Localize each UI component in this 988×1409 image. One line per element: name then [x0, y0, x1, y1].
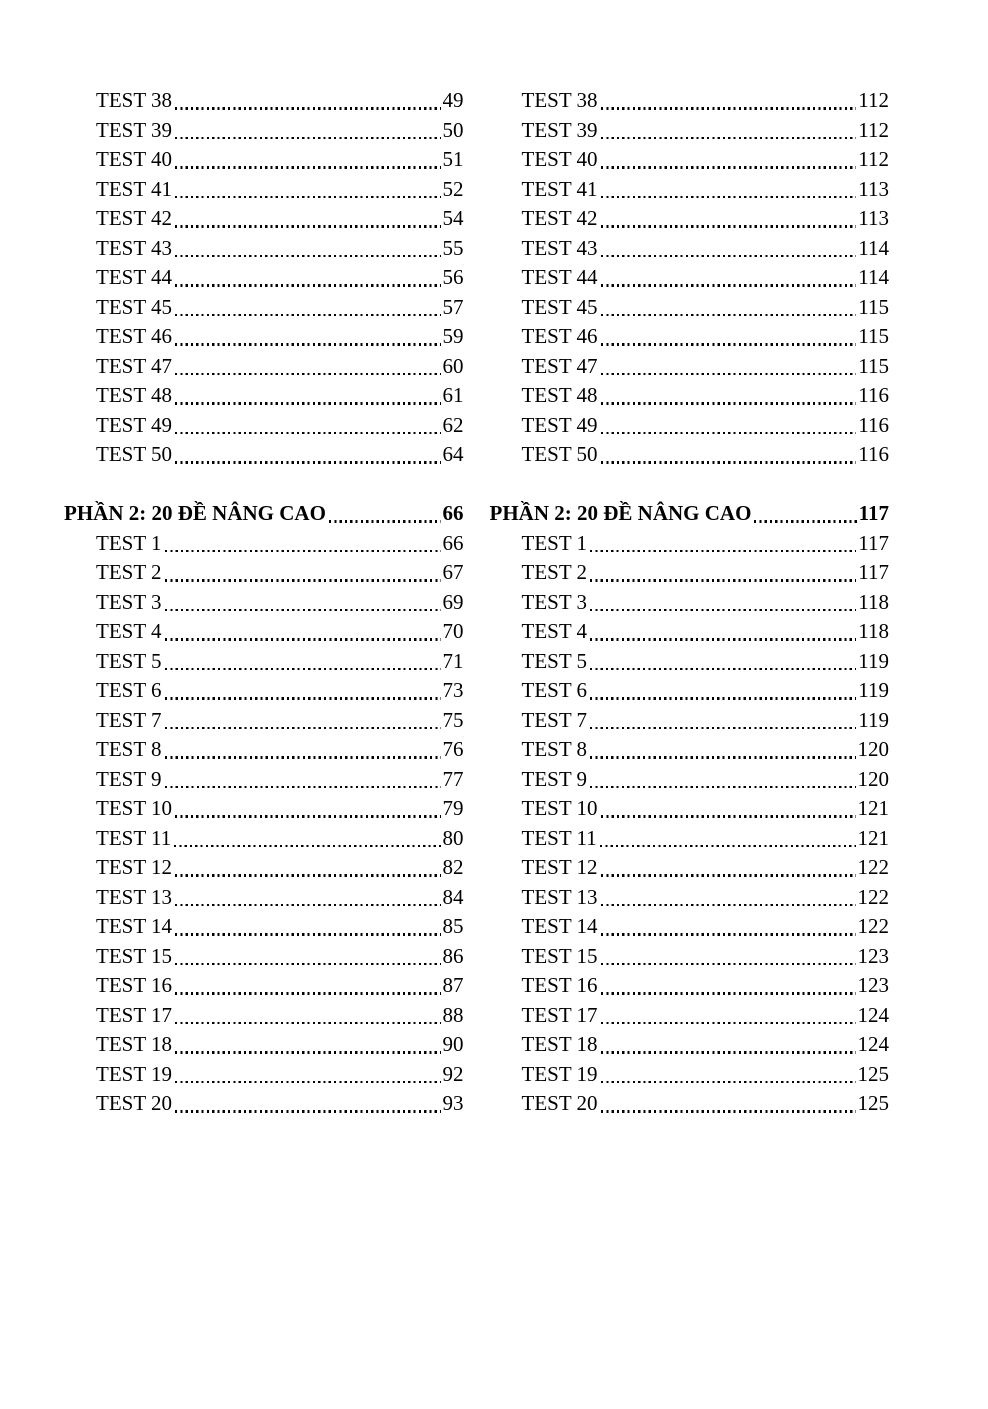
- toc-entry-label: TEST 39: [521, 117, 598, 142]
- toc-entry-page-number: 116: [858, 442, 889, 466]
- dot-leader: [590, 558, 856, 588]
- toc-entry-row: [490, 116, 890, 146]
- toc-section-row: [490, 499, 890, 529]
- toc-entry-label: TEST 14: [96, 914, 173, 938]
- dot-leader: [601, 942, 856, 972]
- toc-entry-label: TEST 10: [521, 796, 598, 820]
- toc-entry-page-number: 121: [857, 825, 889, 850]
- dot-leader: [175, 116, 440, 146]
- toc-entry-page-number: 56: [442, 265, 464, 289]
- toc-entry-row: [490, 1060, 890, 1090]
- toc-entry-label: TEST 2: [96, 560, 162, 584]
- toc-entry-page-number: 121: [857, 796, 889, 820]
- toc-entry-page-number: 64: [442, 442, 464, 466]
- toc-entry-row: [64, 706, 464, 736]
- dot-leader: [590, 735, 855, 765]
- toc-entry-row: [64, 794, 464, 824]
- toc-entry-page-number: 73: [442, 678, 464, 702]
- toc: [64, 86, 889, 1119]
- toc-entry-row: [490, 912, 890, 942]
- toc-entry-label: TEST 50: [96, 442, 173, 466]
- dot-leader: [590, 529, 856, 559]
- toc-entry-label: TEST 3: [521, 589, 588, 614]
- dot-leader: [175, 204, 440, 234]
- toc-entry-row: [64, 293, 464, 323]
- toc-section-label: PHẦN 2: 20 ĐỀ NÂNG CAO: [489, 501, 752, 525]
- toc-entry-row: [64, 942, 464, 972]
- toc-entry-row: [64, 116, 464, 146]
- toc-entry-label: TEST 43: [96, 235, 173, 260]
- dot-leader: [601, 204, 857, 234]
- toc-entry-page-number: 82: [442, 855, 464, 879]
- dot-leader: [590, 765, 855, 795]
- toc-entry-row: [490, 794, 890, 824]
- toc-entry-row: [64, 381, 464, 411]
- toc-entry-row: [490, 617, 890, 647]
- toc-entry-page-number: 87: [442, 973, 464, 997]
- toc-entry-page-number: 50: [442, 117, 464, 142]
- toc-entry-page-number: 54: [442, 206, 464, 230]
- toc-entry-row: [64, 912, 464, 942]
- toc-column-left: [64, 86, 464, 1119]
- toc-entry-row: [490, 706, 890, 736]
- dot-leader: [175, 1001, 440, 1031]
- dot-leader: [165, 617, 441, 647]
- toc-column-right: [490, 86, 890, 1119]
- toc-entry-row: [490, 647, 890, 677]
- dot-leader: [590, 617, 856, 647]
- toc-entry-page-number: 116: [858, 412, 889, 437]
- toc-entry-row: [64, 735, 464, 765]
- dot-leader: [601, 175, 857, 205]
- toc-entry-row: [490, 853, 890, 883]
- toc-entry-label: TEST 5: [96, 648, 162, 673]
- toc-entry-label: TEST 41: [521, 176, 598, 201]
- toc-entry-row: [64, 1089, 464, 1119]
- toc-entry-label: TEST 38: [521, 88, 598, 112]
- toc-entry-label: TEST 44: [96, 265, 173, 289]
- toc-entry-page-number: 117: [858, 560, 889, 584]
- toc-entry-row: [490, 1001, 890, 1031]
- toc-entry-row: [64, 145, 464, 175]
- toc-entry-label: TEST 46: [521, 324, 598, 348]
- toc-entry-row: [64, 204, 464, 234]
- toc-entry-label: TEST 4: [96, 619, 162, 643]
- toc-entry-row: [490, 588, 890, 618]
- toc-entry-row: [490, 204, 890, 234]
- dot-leader: [175, 381, 440, 411]
- toc-entry-page-number: 123: [857, 943, 889, 968]
- toc-entry-label: TEST 9: [521, 766, 588, 791]
- dot-leader: [175, 912, 440, 942]
- dot-leader: [601, 352, 857, 382]
- dot-leader: [175, 234, 440, 264]
- toc-entry-page-number: 120: [857, 766, 889, 791]
- toc-entry-label: TEST 13: [96, 884, 173, 909]
- toc-entry-label: TEST 49: [521, 412, 598, 437]
- dot-leader: [754, 499, 856, 529]
- toc-entry-page-number: 61: [442, 383, 464, 407]
- toc-entry-label: TEST 43: [521, 235, 598, 260]
- toc-entry-row: [64, 529, 464, 559]
- toc-entry-label: TEST 15: [96, 943, 173, 968]
- toc-entry-page-number: 119: [858, 648, 889, 673]
- toc-entry-page-number: 113: [858, 206, 889, 230]
- toc-entry-row: [64, 234, 464, 264]
- dot-leader: [601, 1060, 856, 1090]
- toc-entry-page-number: 116: [858, 383, 889, 407]
- toc-entry-label: TEST 17: [96, 1002, 173, 1027]
- toc-entry-page-number: 119: [858, 678, 889, 702]
- toc-entry-row: [490, 411, 890, 441]
- dot-leader: [601, 116, 857, 146]
- toc-entry-row: [490, 440, 890, 470]
- toc-entry-row: [64, 263, 464, 293]
- dot-leader: [601, 1030, 856, 1060]
- dot-leader: [175, 86, 440, 116]
- toc-entry-label: TEST 8: [96, 737, 162, 761]
- dot-leader: [165, 558, 441, 588]
- toc-entry-label: TEST 4: [521, 619, 588, 643]
- toc-entry-page-number: 125: [857, 1061, 889, 1086]
- toc-entry-row: [64, 352, 464, 382]
- dot-leader: [601, 794, 856, 824]
- dot-leader: [601, 263, 857, 293]
- toc-entry-row: [64, 617, 464, 647]
- dot-leader: [601, 912, 856, 942]
- toc-entry-page-number: 117: [858, 530, 889, 555]
- toc-entry-label: TEST 42: [521, 206, 598, 230]
- toc-entry-row: [64, 86, 464, 116]
- toc-entry-page-number: 120: [857, 737, 889, 761]
- toc-entry-label: TEST 45: [96, 294, 173, 319]
- toc-entry-row: [64, 765, 464, 795]
- toc-entry-label: TEST 11: [96, 825, 172, 850]
- dot-leader: [601, 853, 856, 883]
- dot-leader: [175, 263, 440, 293]
- toc-entry-page-number: 122: [857, 855, 889, 879]
- toc-entry-label: TEST 6: [96, 678, 162, 702]
- toc-entry-label: TEST 2: [521, 560, 588, 584]
- dot-leader: [175, 971, 440, 1001]
- toc-entry-page-number: 90: [442, 1032, 464, 1056]
- toc-entry-page-number: 122: [857, 884, 889, 909]
- toc-entry-label: TEST 39: [96, 117, 173, 142]
- dot-leader: [174, 824, 440, 854]
- toc-entry-row: [64, 824, 464, 854]
- toc-entry-row: [490, 175, 890, 205]
- toc-entry-label: TEST 20: [521, 1091, 598, 1115]
- toc-entry-row: [490, 293, 890, 323]
- dot-leader: [175, 853, 440, 883]
- dot-leader: [175, 1060, 440, 1090]
- toc-entry-label: TEST 3: [96, 589, 162, 614]
- toc-entry-label: TEST 49: [96, 412, 173, 437]
- toc-entry-page-number: 69: [442, 589, 464, 614]
- toc-entry-page-number: 57: [442, 294, 464, 319]
- toc-entry-page-number: 114: [858, 235, 889, 260]
- toc-entry-label: TEST 11: [521, 825, 597, 850]
- toc-entry-label: TEST 19: [96, 1061, 173, 1086]
- toc-entry-page-number: 92: [442, 1061, 464, 1086]
- dot-leader: [601, 145, 857, 175]
- dot-leader: [590, 588, 856, 618]
- toc-entry-row: [490, 1089, 890, 1119]
- toc-entry-page-number: 93: [442, 1091, 464, 1115]
- dot-leader: [175, 145, 440, 175]
- toc-entry-label: TEST 47: [521, 353, 598, 378]
- toc-entry-row: [490, 352, 890, 382]
- toc-entry-label: TEST 12: [521, 855, 598, 879]
- toc-entry-page-number: 124: [857, 1032, 889, 1056]
- toc-entry-label: TEST 40: [96, 147, 173, 171]
- toc-entry-label: TEST 8: [521, 737, 588, 761]
- toc-entry-row: [490, 824, 890, 854]
- toc-entry-page-number: 85: [442, 914, 464, 938]
- dot-leader: [601, 440, 857, 470]
- toc-section-label: PHẦN 2: 20 ĐỀ NÂNG CAO: [64, 501, 326, 525]
- toc-entry-label: TEST 12: [96, 855, 173, 879]
- toc-entry-row: [490, 381, 890, 411]
- toc-entry-label: TEST 16: [521, 973, 598, 997]
- dot-leader: [175, 1030, 440, 1060]
- toc-entry-page-number: 125: [857, 1091, 889, 1115]
- dot-leader: [601, 971, 856, 1001]
- toc-entry-row: [490, 1030, 890, 1060]
- toc-entry-page-number: 60: [442, 353, 464, 378]
- toc-entry-page-number: 67: [442, 560, 464, 584]
- toc-entry-page-number: 119: [858, 707, 889, 732]
- toc-entry-row: [64, 175, 464, 205]
- toc-entry-row: [490, 676, 890, 706]
- dot-leader: [165, 647, 441, 677]
- toc-entry-row: [64, 1060, 464, 1090]
- toc-entry-label: TEST 1: [96, 530, 162, 555]
- toc-entry-row: [64, 883, 464, 913]
- toc-entry-row: [490, 86, 890, 116]
- toc-entry-page-number: 79: [442, 796, 464, 820]
- toc-entry-page-number: 115: [858, 324, 889, 348]
- toc-entry-page-number: 123: [857, 973, 889, 997]
- dot-leader: [165, 706, 441, 736]
- toc-entry-page-number: 112: [858, 88, 889, 112]
- toc-entry-page-number: 118: [858, 589, 889, 614]
- toc-entry-row: [64, 1001, 464, 1031]
- dot-leader: [601, 883, 856, 913]
- toc-entry-label: TEST 48: [521, 383, 598, 407]
- toc-entry-row: [490, 322, 890, 352]
- toc-entry-page-number: 80: [442, 825, 464, 850]
- toc-entry-row: [64, 440, 464, 470]
- toc-entry-label: TEST 20: [96, 1091, 173, 1115]
- dot-leader: [175, 175, 440, 205]
- toc-entry-label: TEST 19: [521, 1061, 598, 1086]
- toc-entry-label: TEST 47: [96, 353, 173, 378]
- dot-leader: [590, 647, 856, 677]
- toc-entry-label: TEST 38: [96, 88, 173, 112]
- toc-entry-row: [490, 883, 890, 913]
- dot-leader: [600, 824, 856, 854]
- toc-entry-label: TEST 45: [521, 294, 598, 319]
- toc-section-page-number: 117: [858, 501, 889, 525]
- toc-entry-page-number: 59: [442, 324, 464, 348]
- toc-entry-label: TEST 44: [521, 265, 598, 289]
- toc-entry-label: TEST 6: [521, 678, 588, 702]
- toc-entry-page-number: 113: [858, 176, 889, 201]
- dot-leader: [175, 883, 440, 913]
- dot-leader: [165, 735, 441, 765]
- toc-entry-row: [64, 647, 464, 677]
- toc-entry-page-number: 88: [442, 1002, 464, 1027]
- toc-entry-page-number: 84: [442, 884, 464, 909]
- dot-leader: [175, 411, 440, 441]
- dot-leader: [165, 588, 441, 618]
- toc-entry-page-number: 112: [858, 117, 889, 142]
- toc-entry-label: TEST 18: [96, 1032, 173, 1056]
- toc-entry-row: [64, 588, 464, 618]
- dot-leader: [590, 706, 856, 736]
- dot-leader: [601, 381, 857, 411]
- dot-leader: [601, 1001, 856, 1031]
- toc-entry-page-number: 114: [858, 265, 889, 289]
- toc-entry-row: [490, 558, 890, 588]
- toc-entry-row: [490, 529, 890, 559]
- dot-leader: [329, 499, 441, 529]
- toc-entry-label: TEST 15: [521, 943, 598, 968]
- toc-entry-page-number: 118: [858, 619, 889, 643]
- toc-entry-row: [490, 971, 890, 1001]
- toc-entry-page-number: 122: [857, 914, 889, 938]
- toc-entry-label: TEST 7: [521, 707, 588, 732]
- toc-entry-label: TEST 16: [96, 973, 173, 997]
- toc-entry-label: TEST 9: [96, 766, 162, 791]
- toc-entry-label: TEST 41: [96, 176, 173, 201]
- toc-entry-page-number: 75: [442, 707, 464, 732]
- toc-entry-label: TEST 5: [521, 648, 588, 673]
- toc-entry-row: [490, 145, 890, 175]
- dot-leader: [175, 440, 440, 470]
- toc-entry-page-number: 115: [858, 294, 889, 319]
- dot-leader: [175, 794, 440, 824]
- toc-entry-row: [64, 322, 464, 352]
- toc-entry-page-number: 112: [858, 147, 889, 171]
- toc-entry-label: TEST 7: [96, 707, 162, 732]
- toc-entry-row: [64, 676, 464, 706]
- dot-leader: [165, 676, 441, 706]
- toc-entry-label: TEST 17: [521, 1002, 598, 1027]
- toc-entry-page-number: 70: [442, 619, 464, 643]
- toc-entry-row: [490, 765, 890, 795]
- dot-leader: [601, 293, 857, 323]
- toc-entry-page-number: 55: [442, 235, 464, 260]
- toc-entry-row: [490, 735, 890, 765]
- toc-entry-page-number: 51: [442, 147, 464, 171]
- toc-entry-label: TEST 14: [521, 914, 598, 938]
- dot-leader: [601, 234, 857, 264]
- dot-leader: [175, 1089, 440, 1119]
- dot-leader: [601, 322, 857, 352]
- dot-leader: [165, 529, 441, 559]
- toc-section-page-number: 66: [442, 501, 464, 525]
- dot-leader: [601, 86, 857, 116]
- toc-entry-label: TEST 48: [96, 383, 173, 407]
- toc-entry-label: TEST 50: [521, 442, 598, 466]
- toc-entry-label: TEST 1: [521, 530, 588, 555]
- toc-entry-page-number: 86: [442, 943, 464, 968]
- toc-entry-row: [64, 853, 464, 883]
- toc-entry-row: [64, 971, 464, 1001]
- toc-entry-row: [490, 263, 890, 293]
- dot-leader: [175, 322, 440, 352]
- dot-leader: [601, 411, 857, 441]
- dot-leader: [590, 676, 856, 706]
- dot-leader: [601, 1089, 856, 1119]
- toc-entry-label: TEST 18: [521, 1032, 598, 1056]
- toc-entry-page-number: 71: [442, 648, 464, 673]
- dot-leader: [175, 942, 440, 972]
- toc-entry-page-number: 115: [858, 353, 889, 378]
- toc-entry-row: [490, 942, 890, 972]
- toc-entry-label: TEST 40: [521, 147, 598, 171]
- toc-entry-label: TEST 13: [521, 884, 598, 909]
- dot-leader: [165, 765, 441, 795]
- toc-entry-page-number: 52: [442, 176, 464, 201]
- toc-entry-page-number: 77: [442, 766, 464, 791]
- toc-entry-label: TEST 46: [96, 324, 173, 348]
- toc-entry-row: [64, 411, 464, 441]
- toc-section-row: [64, 499, 464, 529]
- toc-entry-row: [64, 1030, 464, 1060]
- toc-entry-page-number: 62: [442, 412, 464, 437]
- toc-entry-row: [490, 234, 890, 264]
- toc-entry-label: TEST 10: [96, 796, 173, 820]
- toc-entry-page-number: 49: [442, 88, 464, 112]
- dot-leader: [175, 352, 440, 382]
- toc-entry-row: [64, 558, 464, 588]
- toc-entry-page-number: 124: [857, 1002, 889, 1027]
- toc-entry-label: TEST 42: [96, 206, 173, 230]
- toc-entry-page-number: 66: [442, 530, 464, 555]
- dot-leader: [175, 293, 440, 323]
- toc-entry-page-number: 76: [442, 737, 464, 761]
